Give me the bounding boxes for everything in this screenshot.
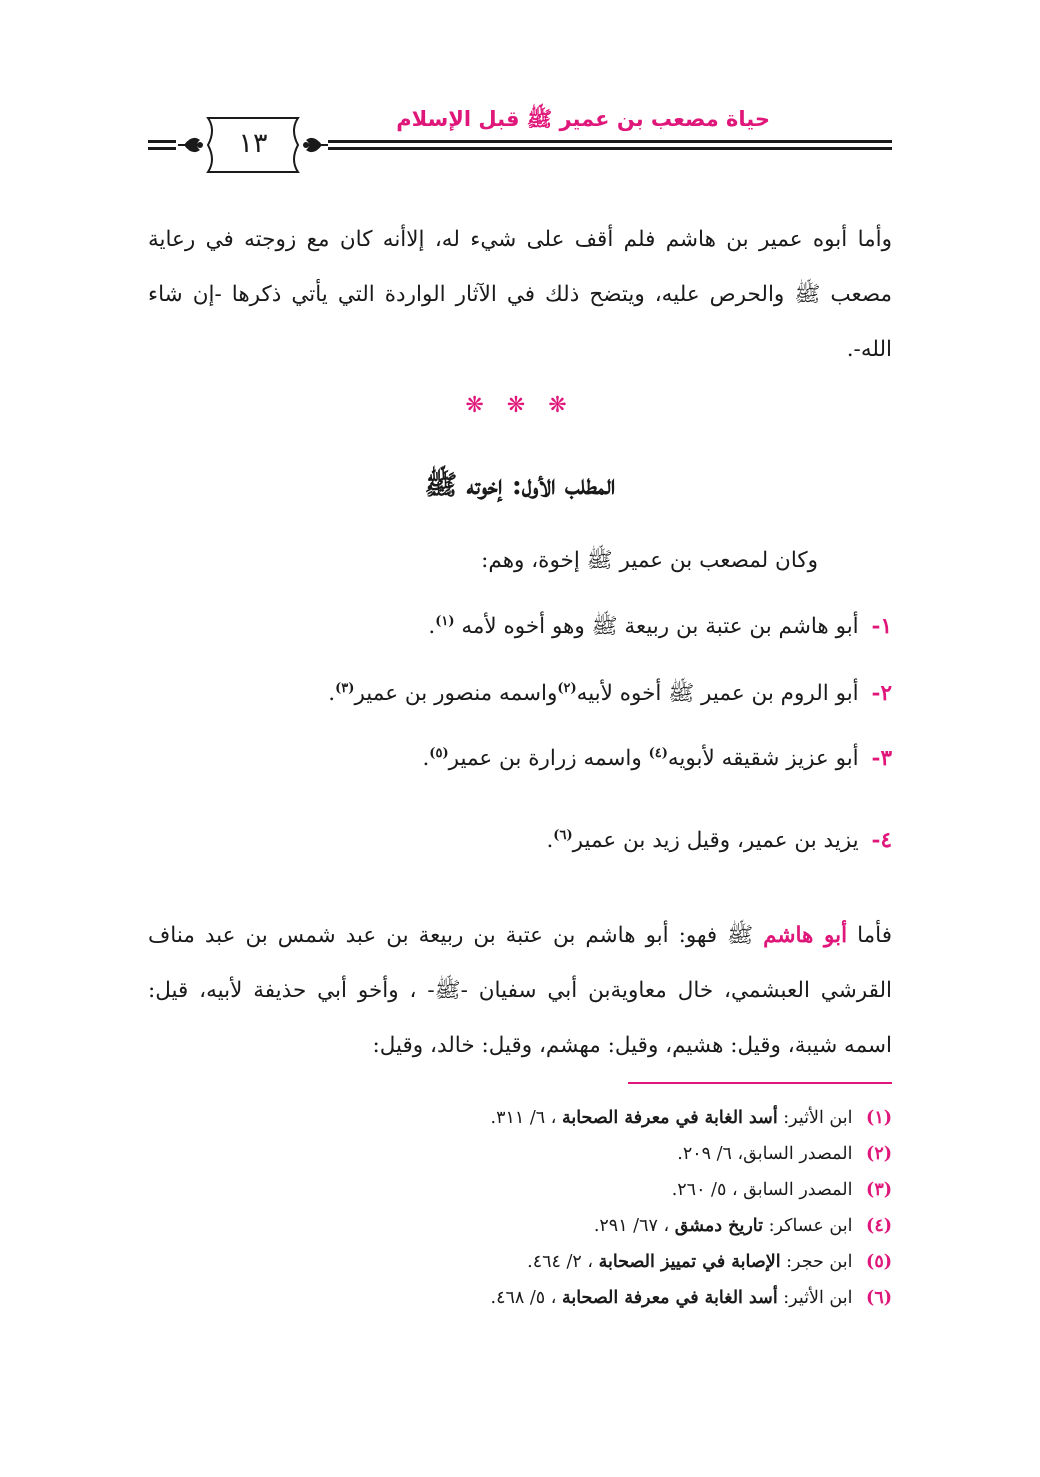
footnote-book: الإصابة في تمييز الصحابة xyxy=(598,1252,781,1272)
paragraph-father: وأما أبوه عمير بن هاشم فلم أقف على شيء له، إلاأنه كان مع زوجته في رعاية مصعب ﷺ والحرص عليه، ويتضح ذلك في الآثار الواردة التي يأتي ذكرها -إن شاء الله-. xyxy=(148,227,892,362)
list-item xyxy=(546,828,892,853)
footnote-book: تاريخ دمشق xyxy=(674,1216,763,1236)
footnote-ref[interactable]: (٦) xyxy=(553,828,573,843)
list-item-tail: . xyxy=(428,614,436,639)
footnote-item xyxy=(491,1244,892,1280)
running-title: حياة مصعب بن عمير ﷺ قبل الإسلام xyxy=(396,107,770,131)
footnote-author: المصدر السابق، xyxy=(737,1144,853,1164)
footnote-ref[interactable]: (٥) xyxy=(429,746,449,761)
list-item-text: يزيد بن عمير، وقيل زيد بن عمير xyxy=(572,828,859,854)
list-item-text: أبو عزيز شقيقه لأبويه xyxy=(667,746,859,772)
header-rule-top xyxy=(328,140,892,143)
list-item xyxy=(428,613,892,644)
footnote-author: المصدر السابق ، xyxy=(731,1180,853,1200)
footnote-item xyxy=(491,1280,892,1316)
section-separator: ❋ ❋ ❋ xyxy=(465,393,575,418)
section-title: المطلب الأول: إخوته ﷺ xyxy=(424,470,616,501)
list-item xyxy=(422,746,892,771)
footnote-divider xyxy=(628,1082,892,1084)
paragraph-lead: فأما xyxy=(857,923,892,948)
footnote-ref[interactable]: (٤) xyxy=(648,746,668,761)
page-header xyxy=(148,100,892,180)
header-rule-left-top xyxy=(148,140,176,143)
list-item-text-continued: واسمه زرارة بن عمير xyxy=(448,746,649,772)
footnote-item xyxy=(491,1208,892,1244)
footnote-item xyxy=(491,1136,892,1172)
brothers-intro: وكان لمصعب بن عمير ﷺ إخوة، وهم: xyxy=(481,548,818,573)
footnotes xyxy=(491,1100,892,1316)
list-item-number: ٤- xyxy=(871,828,892,854)
footnote-number: (٦) xyxy=(866,1288,892,1308)
list-item xyxy=(328,680,892,711)
footnote-author: ابن الأثير: xyxy=(783,1108,853,1128)
footnote-ref[interactable]: (١) xyxy=(435,613,455,629)
footnote-book: أسد الغابة في معرفة الصحابة xyxy=(561,1108,778,1128)
footnote-reference: ، ٢/ ٤٦٤. xyxy=(527,1252,594,1272)
header-rule-left-bottom xyxy=(148,147,176,150)
list-item-text-continued: واسمه منصور بن عمير xyxy=(354,681,558,706)
paragraph-body: ﷺ فهو: أبو هاشم بن عتبة بن ربيعة بن عبد شمس بن عبد مناف القرشي العبشمي، خال معاويةبن أبي سفيان -ﷺ- ، وأخو أبي حذيفة لأبيه، قيل: اسمه شيبة، وقيل: هشيم، وقيل: مهشم، وقيل: خالد، وقيل: xyxy=(148,923,892,1058)
list-item-text: أبو هاشم بن عتبة بن ربيعة ﷺ وهو أخوه لأمه xyxy=(461,614,859,639)
footnote-ref[interactable]: (٣) xyxy=(335,680,355,696)
header-rule-bottom xyxy=(328,147,892,150)
footnote-reference: ٥/ ٢٦٠. xyxy=(671,1180,727,1200)
footnote-author: ابن عساكر: xyxy=(768,1216,853,1236)
footnote-reference: ، ٦٧/ ٢٩١. xyxy=(593,1216,670,1236)
page-number-ornament xyxy=(178,114,328,176)
list-item-number: ٣- xyxy=(871,746,892,772)
list-item-tail: . xyxy=(422,746,430,772)
footnote-reference: ٦/ ٢٠٩. xyxy=(677,1144,732,1164)
list-item-text: أبو الروم بن عمير ﷺ أخوه لأبيه xyxy=(576,681,859,706)
list-item-tail: . xyxy=(546,828,554,854)
footnote-author: ابن الأثير: xyxy=(783,1288,853,1308)
highlighted-name: أبو هاشم xyxy=(763,923,848,948)
list-item-number: ١- xyxy=(871,614,892,639)
footnote-ref[interactable]: (٢) xyxy=(557,680,577,696)
footnote-number: (٢) xyxy=(866,1144,892,1164)
footnote-number: (٤) xyxy=(866,1216,892,1236)
footnote-reference: ، ٦/ ٣١١. xyxy=(490,1108,557,1128)
footnote-item xyxy=(491,1172,892,1208)
footnote-number: (٣) xyxy=(866,1180,892,1200)
list-item-number: ٢- xyxy=(871,681,892,706)
footnote-number: (٥) xyxy=(866,1252,892,1272)
footnote-reference: ، ٥/ ٤٦٨. xyxy=(490,1288,557,1308)
list-item-tail: . xyxy=(328,681,336,706)
footnote-book: أسد الغابة في معرفة الصحابة xyxy=(561,1288,778,1308)
page-number: ١٣ xyxy=(238,128,268,159)
footnote-number: (١) xyxy=(866,1108,892,1128)
footnote-item xyxy=(491,1100,892,1136)
footnote-author: ابن حجر: xyxy=(786,1252,853,1272)
paragraph-abu-hashim xyxy=(148,908,892,1073)
